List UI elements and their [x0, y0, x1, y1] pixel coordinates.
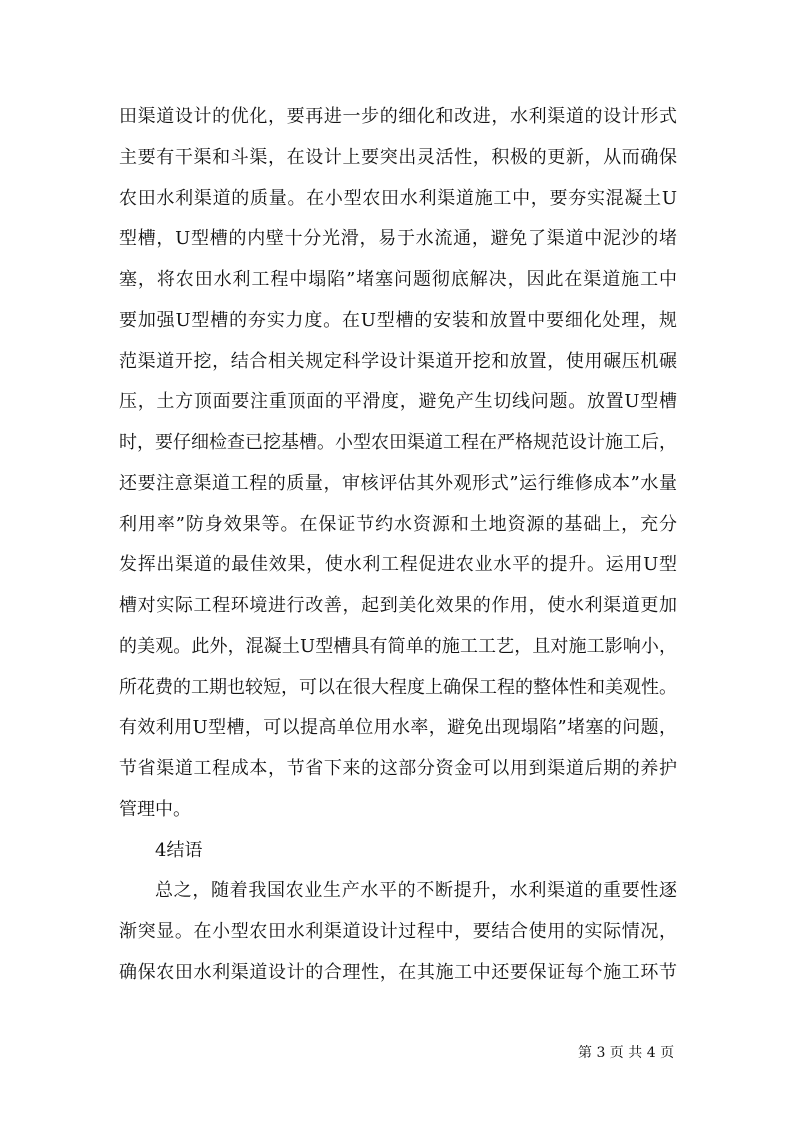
text-line: 还要注意渠道工程的质量，审核评估其外观形式”运行维修成本”水量 — [119, 472, 677, 494]
page-number: 第 3 页 共 4 页 — [578, 1045, 675, 1061]
text-line: 利用率”防身效果等。在保证节约水资源和土地资源的基础上，充分 — [119, 513, 677, 535]
text-line: 槽对实际工程环境进行改善，起到美化效果的作用，使水利渠道更加 — [119, 595, 677, 616]
text-line: 确保农田水利渠道设计的合理性，在其施工中还要保证每个施工环节 — [119, 961, 677, 983]
text-line: 有效利用U型槽，可以提高单位用水率，避免出现塌陷”堵塞的问题， — [119, 717, 677, 739]
text-line: 压，土方顶面要注重顶面的平滑度，避免产生切线问题。放置U型槽 — [119, 391, 677, 413]
text-line: 田渠道设计的优化，要再进一步的细化和改进，水利渠道的设计形式 — [119, 106, 677, 127]
section-heading: 4结语 — [155, 839, 203, 861]
text-line: 范渠道开挖，结合相关规定科学设计渠道开挖和放置，使用碾压机碾 — [119, 350, 677, 372]
text-line: 节省渠道工程成本，节省下来的这部分资金可以用到渠道后期的养护 — [119, 758, 677, 779]
text-line: 总之，随着我国农业生产水平的不断提升，水利渠道的重要性逐 — [155, 880, 677, 902]
text-line: 所花费的工期也较短，可以在很大程度上确保工程的整体性和美观性。 — [119, 676, 677, 698]
text-line: 的美观。此外，混凝土U型槽具有简单的施工工艺，且对施工影响小， — [119, 635, 677, 657]
text-line: 塞，将农田水利工程中塌陷”堵塞问题彻底解决，因此在渠道施工中 — [119, 269, 677, 290]
text-line: 发挥出渠道的最佳效果，使水利工程促进农业水平的提升。运用U型 — [119, 554, 677, 576]
text-line: 型槽，U型槽的内壁十分光滑，易于水流通，避免了渠道中泥沙的堵 — [119, 228, 677, 250]
text-line: 时，要仔细检查已挖基槽。小型农田渠道工程在严格规范设计施工后， — [119, 432, 677, 453]
text-line: 主要有干渠和斗渠，在设计上要突出灵活性，积极的更新，从而确保 — [119, 146, 677, 168]
text-line: 管理中。 — [119, 798, 191, 820]
text-line: 农田水利渠道的质量。在小型农田水利渠道施工中，要夯实混凝土U — [119, 187, 677, 209]
text-line: 渐突显。在小型农田水利渠道设计过程中，要结合使用的实际情况， — [119, 921, 677, 942]
body-text — [119, 97, 677, 994]
text-line: 要加强U型槽的夯实力度。在U型槽的安装和放置中要细化处理，规 — [119, 309, 677, 331]
